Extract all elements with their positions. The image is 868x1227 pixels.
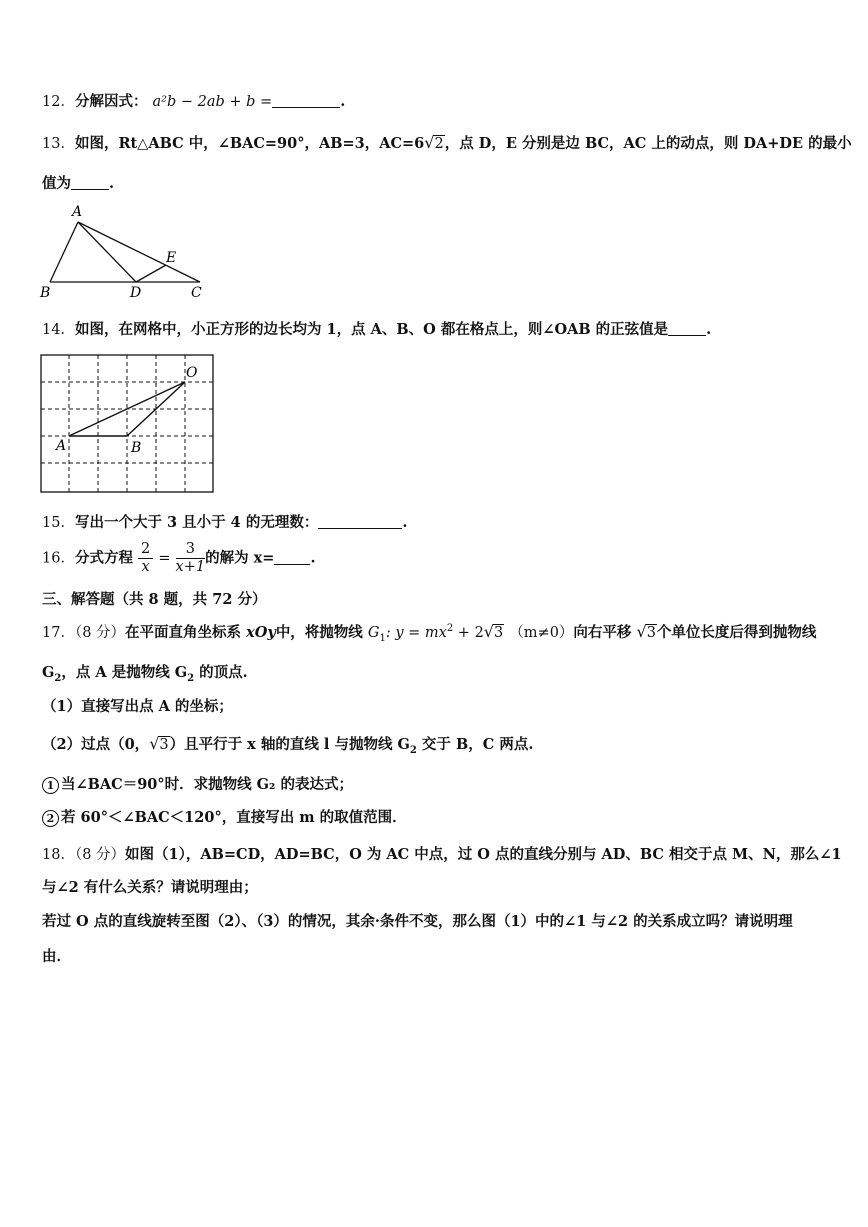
g1-symbol: G: [367, 625, 380, 641]
question-13: [42, 132, 852, 153]
question-17-sub1: [42, 773, 353, 794]
question-score: （8 分）: [74, 625, 126, 641]
fraction-2-num: 3: [176, 541, 206, 559]
question-number: 14．: [42, 322, 75, 338]
label-A: A: [72, 204, 83, 220]
g2-symbol: G: [42, 664, 55, 681]
sqrt-expression: √3: [483, 622, 504, 641]
period: .: [340, 93, 346, 110]
question-number: 15．: [42, 515, 75, 531]
question-text-a: 在平面直角坐标系: [125, 624, 242, 641]
question-text-b: ，点 D，E 分别是边 BC，AC 上的动点，则 DA+DE 的最小: [444, 135, 852, 152]
question-17: [42, 621, 816, 642]
question-text-a: 分式方程: [74, 549, 133, 567]
question-15: [42, 511, 407, 532]
circled-number-1: 1: [42, 777, 59, 794]
sqrt-arg: 2: [434, 136, 444, 152]
question-18: [42, 843, 842, 864]
part2-text-a: （2）过点（0，: [42, 736, 150, 753]
question-number: 16．: [42, 550, 75, 567]
g2-subscript-2: 2: [187, 672, 195, 684]
g2-subscript: 2: [409, 744, 417, 756]
answer-blank: [668, 321, 706, 336]
part2-text-c: 交于 B，C 两点.: [416, 736, 534, 753]
fraction-1-num: 2: [138, 541, 153, 559]
question-text-c: 向右平移: [573, 624, 632, 641]
triangle-figure: [38, 202, 218, 302]
line2-text-c: 的顶点.: [194, 664, 248, 681]
fraction-1: [138, 541, 153, 576]
question-18-line3: 若过 O 点的直线旋转至图（2）、（3）的情况，其余·条件不变，那么图（1）中的∠1 与∠2 的关系成立吗？请说明理: [42, 913, 793, 930]
label-C: C: [191, 285, 202, 301]
section-title: 三、解答题（共 8 题，共 72 分）: [42, 591, 267, 608]
sub2-text: 若 60°＜∠BAC＜120°，直接写出 m 的取值范围．: [61, 809, 407, 826]
sqrt-arg-2: 3: [646, 625, 656, 641]
sqrt-expression-2: √3: [636, 622, 656, 641]
label-D: D: [130, 285, 142, 301]
question-number: 12．: [42, 94, 75, 110]
question-number: 13．: [42, 136, 75, 152]
question-17-line2: [42, 661, 248, 682]
sqrt-arg: 3: [159, 737, 169, 753]
circled-number-2: 2: [42, 810, 59, 827]
label-O: O: [186, 365, 198, 381]
sqrt-arg: 3: [494, 625, 504, 641]
part2-text-b: ）且平行于 x 轴的直线 l 与抛物线 G: [169, 736, 410, 753]
label-E: E: [166, 250, 177, 266]
label-A: A: [56, 438, 67, 454]
fraction-2-den: x+1: [175, 559, 206, 575]
question-text-line2: 值为: [42, 175, 71, 192]
question-12: [42, 90, 345, 111]
question-18-line2: 与∠2 有什么关系？请说明理由；: [42, 879, 258, 896]
line2-text: ，点 A 是抛物线 G: [61, 664, 188, 681]
question-number: 18．: [42, 847, 75, 863]
answer-blank: [272, 93, 340, 108]
question-text-line1: 如图（1），AB=CD，AD=BC，O 为 AC 中点，过 O 点的直线分别与 AD、BC 相交于点 M、N，那么∠1: [125, 846, 842, 863]
question-17-part1: （1）直接写出点 A 的坐标；: [42, 698, 233, 715]
sub1-text: 当∠BAC＝90°时．求抛物线 G₂ 的表达式；: [61, 776, 353, 793]
equation-exponent: 2: [446, 623, 454, 635]
question-14: [42, 318, 711, 339]
question-16: 16．分式方程 $\frac{2}{x}$ = $\frac{3}{x+1}$ 的解为 x= .: [42, 541, 316, 575]
question-text-b: 中，将抛物线: [275, 624, 363, 641]
label-B: B: [40, 285, 51, 301]
condition: （m≠0）: [509, 625, 574, 641]
question-text-a: 如图，Rt△ABC 中，∠BAC=90°，AB=3，AC=6: [74, 135, 425, 152]
label-B: B: [131, 440, 142, 456]
fraction-2: [176, 541, 206, 576]
period: .: [109, 175, 115, 192]
question-text: 如图，在网格中，小正方形的边长均为 1，点 A、B、O 都在格点上，则∠OAB 的正弦值是: [74, 321, 669, 338]
question-text: 写出一个大于 3 且小于 4 的无理数：: [74, 514, 319, 531]
question-number: 17．: [42, 625, 75, 641]
expression: a²b − 2ab + b =: [152, 94, 273, 110]
equation-part-b: + 2: [453, 625, 484, 641]
question-text-b: 的解为 x=: [205, 549, 275, 567]
period: .: [402, 514, 408, 531]
period: .: [310, 549, 316, 567]
sqrt-expression: √3: [149, 734, 169, 753]
g2-subscript: 2: [54, 672, 62, 684]
answer-blank: [318, 514, 402, 529]
question-label: 分解因式：: [74, 93, 148, 110]
g1-subscript: 1: [379, 632, 386, 644]
sqrt-expression: √2: [424, 133, 444, 152]
period: .: [706, 321, 712, 338]
question-text-d: 个单位长度后得到抛物线: [656, 624, 817, 641]
question-score: （8 分）: [74, 847, 126, 863]
question-17-part2: [42, 733, 533, 754]
fraction-1-den: x: [141, 559, 150, 575]
answer-blank: [274, 550, 310, 565]
question-13-line2: [42, 172, 114, 193]
coord-system: xOy: [246, 624, 276, 641]
grid-figure: [40, 354, 216, 494]
answer-blank: [71, 175, 109, 190]
question-18-line4: 由．: [42, 948, 71, 965]
question-17-sub2: [42, 806, 407, 827]
equation-part-a: : y = mx: [385, 625, 447, 641]
